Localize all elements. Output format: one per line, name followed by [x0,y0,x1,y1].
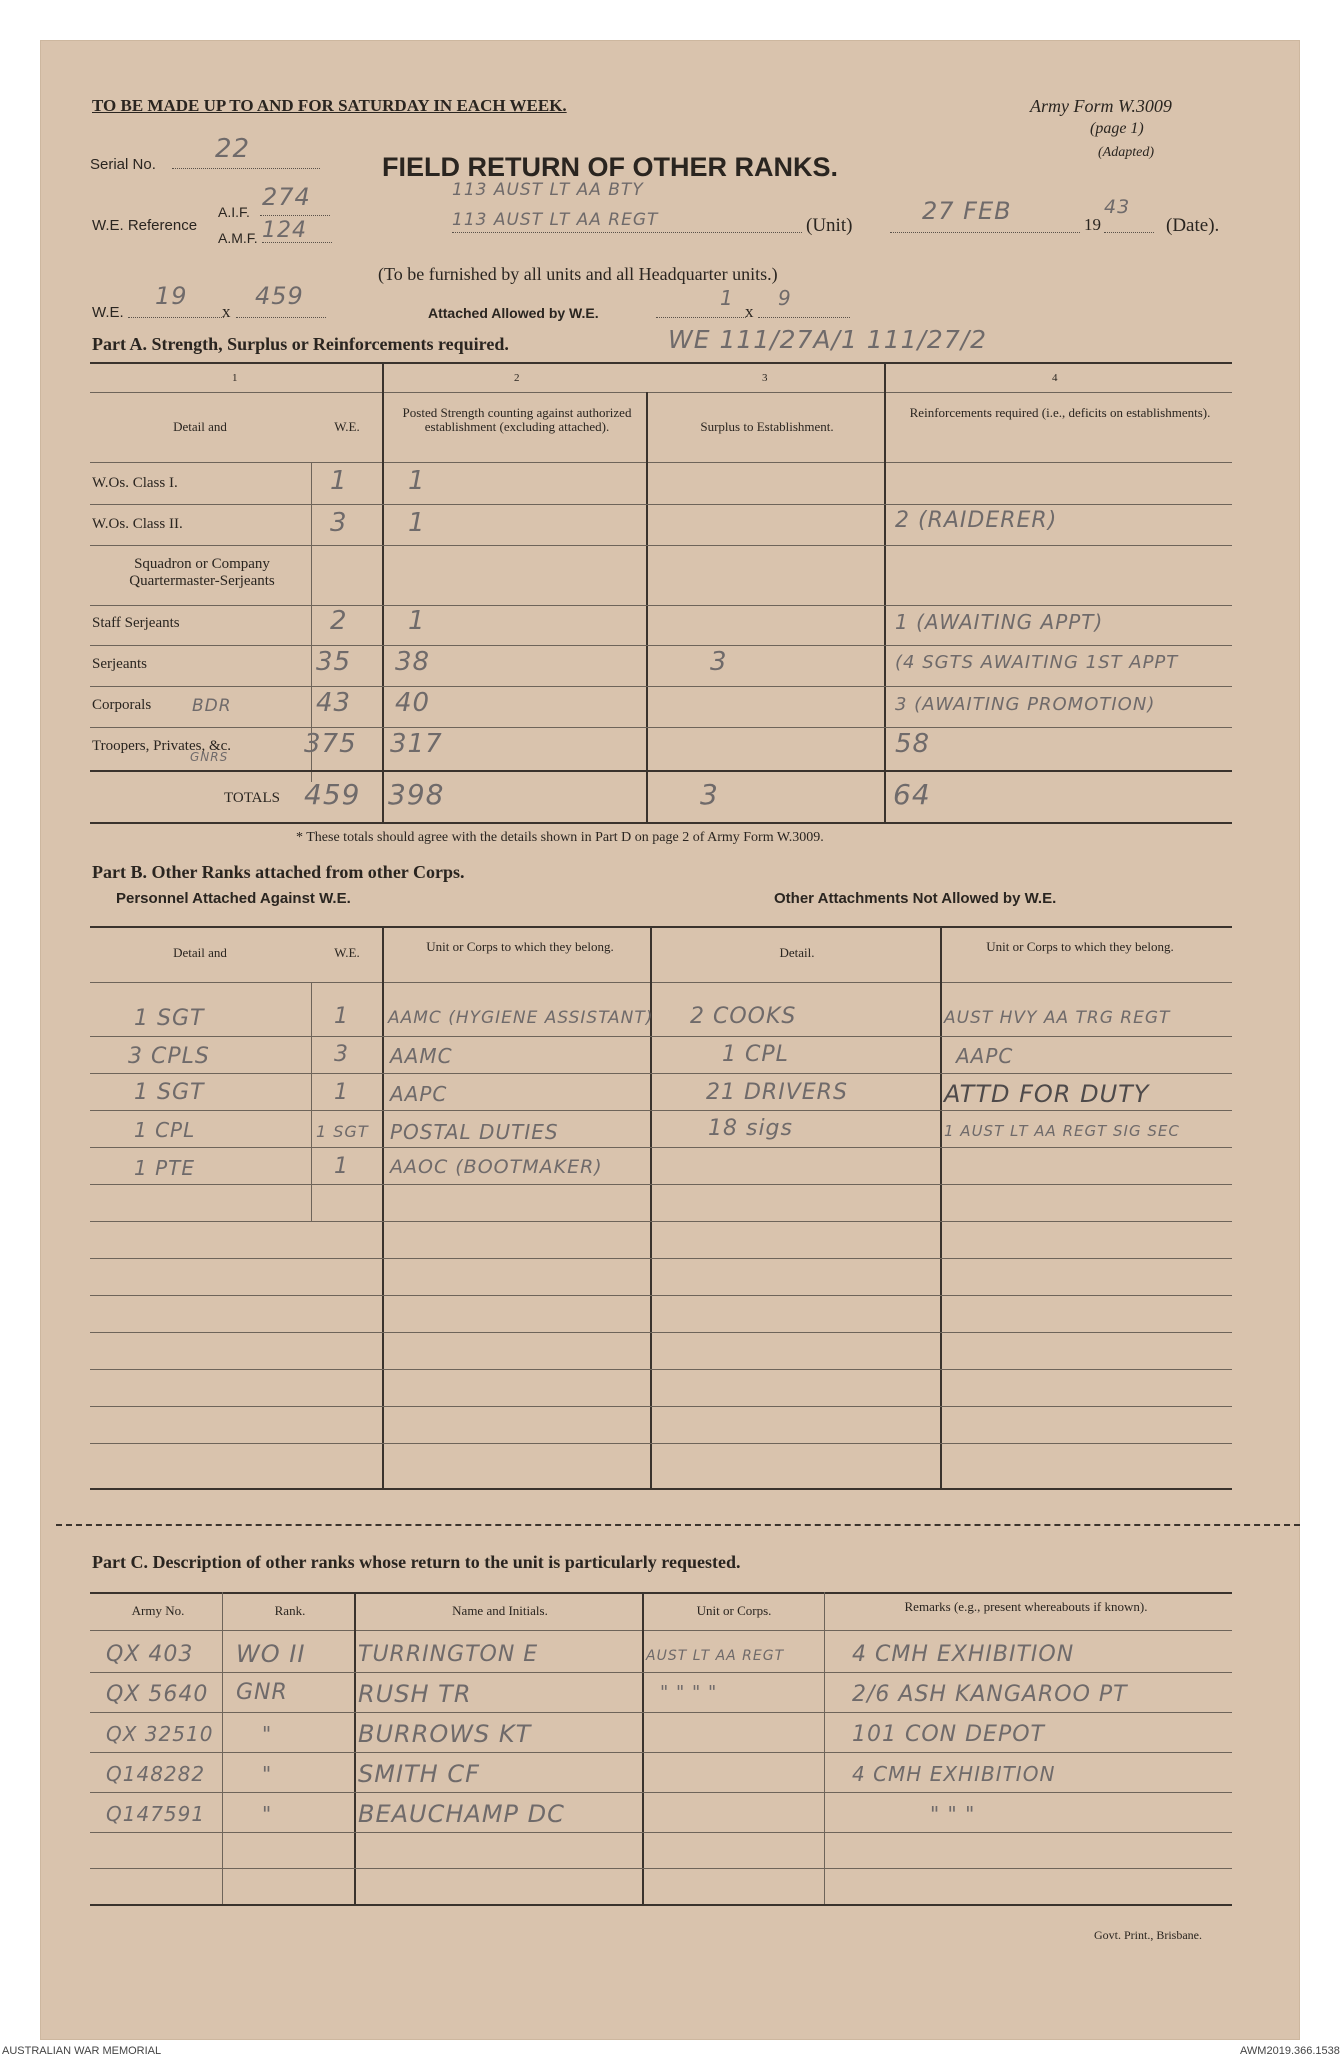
row-label-corporals: Corporals [92,697,152,713]
b-row2-unit: AAMC [390,1044,453,1068]
c-row5-rank: " [262,1802,273,1826]
part-a-reinf-header: Reinforcements required (i.e., deficits on establishments). [909,405,1211,420]
instruction-line: TO BE MADE UP TO AND FOR SATURDAY IN EACH WEEK. [92,96,567,115]
row-reinf-troopers: 58 [895,729,931,759]
c-row1-unit: AUST LT AA REGT [646,1648,785,1664]
part-c-name-header: Name and Initials. [452,1603,548,1618]
page-title: FIELD RETURN OF OTHER RANKS. [382,152,838,182]
row-reinf-wo-class-2: 2 (RAIDERER) [895,508,1058,533]
row-we-wo-class-1: 1 [330,466,348,496]
part-b-detail-header: Detail and [173,945,227,960]
row-surplus-serjeants: 3 [710,647,728,677]
we-x: x [222,302,231,321]
part-a-detail-header: Detail and [173,419,227,434]
c-row3-remarks: 101 CON DEPOT [852,1722,1045,1747]
unit-line-2: 113 AUST LT AA REGT [452,210,659,230]
c-row3-name: BURROWS KT [358,1720,532,1748]
part-c-army-no-header: Army No. [131,1603,185,1618]
date-value: 27 FEB [922,197,1012,225]
c-row2-army-no: QX 5640 [106,1682,209,1707]
archive-id: AWM2019.366.1538 [1240,2045,1340,2057]
c-row1-name: TURRINGTON E [358,1642,539,1667]
totals-surplus: 3 [700,778,719,811]
we-value-a: 19 [155,282,188,310]
totals-we: 459 [304,778,361,811]
part-a-we-header: W.E. [334,419,360,434]
b-row4-we: 1 SGT [316,1122,369,1141]
date-label: (Date). [1166,215,1220,236]
row-note-corporals: BDR [192,696,232,716]
aif-value: 274 [262,183,311,211]
b-row3-unit-r: ATTD FOR DUTY [944,1080,1150,1108]
b-row4-unit-r: 1 AUST LT AA REGT SIG SEC [944,1122,1180,1140]
row-label-serjeants: Serjeants [92,656,147,672]
c-row4-remarks: 4 CMH EXHIBITION [852,1762,1056,1786]
row-posted-serjeants: 38 [395,647,431,677]
c-row4-rank: " [262,1762,273,1786]
c-row3-rank: " [262,1722,273,1746]
printer-note: Govt. Print., Brisbane. [1094,1928,1202,1942]
part-a-we-note: WE 111/27A/1 111/27/2 [668,325,988,354]
col-number-3: 3 [762,372,768,384]
part-c-remarks-header: Remarks (e.g., present whereabouts if known). [904,1599,1148,1614]
row-label-staff-serjeants: Staff Serjeants [92,615,180,631]
row-label-troopers: Troopers, Privates, &c. [92,738,232,754]
b-row4-unit: POSTAL DUTIES [390,1120,559,1144]
b-row2-detail-r: 1 CPL [722,1042,789,1067]
row-posted-wo-class-2: 1 [408,508,426,538]
part-b-we-header: W.E. [334,945,360,960]
c-row3-army-no: QX 32510 [106,1722,214,1746]
serial-label: Serial No. [90,156,156,173]
b-row3-detail: 1 SGT [134,1080,205,1105]
row-reinf-corporals: 3 (AWAITING PROMOTION) [895,694,1156,715]
part-b-unit-right-header: Unit or Corps to which they belong. [986,939,1174,954]
row-posted-corporals: 40 [395,688,431,718]
row-posted-staff-serjeants: 1 [408,606,426,636]
c-row5-army-no: Q147591 [106,1802,206,1826]
attached-label: Attached Allowed by W.E. [428,305,599,321]
serial-value: 22 [215,134,251,164]
row-we-staff-serjeants: 2 [330,606,348,636]
row-posted-wo-class-1: 1 [408,466,426,496]
row-label-cqms: Squadron or Company Quartermaster-Serjeants [129,556,275,589]
row-we-wo-class-2: 3 [330,508,348,538]
b-row4-detail-r: 18 sigs [708,1116,793,1141]
army-form-label: Army Form W.3009 [1030,96,1172,116]
c-row4-army-no: Q148282 [106,1762,206,1786]
b-row3-unit: AAPC [390,1082,448,1106]
c-row1-army-no: QX 403 [106,1642,194,1667]
row-label-wo-class-1: W.Os. Class I. [92,475,178,491]
row-label-wo-class-2: W.Os. Class II. [92,516,183,532]
b-row1-we: 1 [334,1004,349,1029]
b-row3-we: 1 [334,1080,349,1105]
row-we-troopers: 375 [304,729,357,759]
we-label: W.E. [92,304,124,321]
c-row2-rank: GNR [236,1680,288,1705]
part-c-unit-header: Unit or Corps. [696,1603,772,1618]
part-b-title: Part B. Other Ranks attached from other Corps. [92,862,465,882]
row-we-corporals: 43 [316,688,352,718]
c-row2-unit: " " " " [660,1682,718,1703]
b-row2-unit-r: AAPC [956,1044,1014,1068]
b-row5-we: 1 [334,1154,349,1179]
page-label: (page 1) [1090,120,1144,137]
col-number-1: 1 [232,372,238,384]
totals-posted: 398 [388,778,445,811]
totals-label: TOTALS [224,790,281,806]
b-row4-detail: 1 CPL [134,1118,196,1142]
c-row5-name: BEAUCHAMP DC [358,1800,565,1828]
row-reinf-staff-serjeants: 1 (AWAITING APPT) [895,610,1104,634]
we-reference-label: W.E. Reference [92,217,198,234]
we-value-b: 459 [255,282,304,310]
unit-line-1: 113 AUST LT AA BTY [452,180,644,200]
b-row3-detail-r: 21 DRIVERS [706,1080,848,1105]
attached-b: 9 [778,286,792,310]
row-we-serjeants: 35 [316,647,352,677]
attached-x: x [745,302,754,321]
c-row5-remarks: " " " [930,1802,976,1826]
c-row2-remarks: 2/6 ASH KANGAROO PT [852,1682,1128,1707]
c-row1-remarks: 4 CMH EXHIBITION [852,1642,1075,1667]
row-note-troopers: GNRS [190,750,229,764]
b-row1-unit-r: AUST HVY AA TRG REGT [944,1008,1171,1028]
part-b-right-sub: Other Attachments Not Allowed by W.E. [774,890,1057,907]
amf-value: 124 [262,218,307,243]
furnished-note: (To be furnished by all units and all Headquarter units.) [378,264,778,284]
b-row2-detail: 3 CPLS [128,1044,210,1069]
tear-line [56,1524,1300,1526]
b-row1-detail-r: 2 COOKS [690,1004,797,1029]
col-number-4: 4 [1052,372,1058,384]
date-prefix: 19 [1084,215,1101,234]
part-c-title: Part C. Description of other ranks whose return to the unit is particularly requested. [92,1552,741,1572]
totals-reinf: 64 [893,778,931,811]
b-row2-we: 3 [334,1042,349,1067]
amf-label: A.M.F. [218,230,258,246]
part-b-left-sub: Personnel Attached Against W.E. [116,890,351,907]
attached-a: 1 [720,286,734,310]
part-b-detail-right-header: Detail. [779,945,815,960]
unit-label: (Unit) [806,215,853,236]
part-a-surplus-header: Surplus to Establishment. [700,419,834,434]
col-number-2: 2 [514,372,520,384]
part-b-unit-left-header: Unit or Corps to which they belong. [426,939,614,954]
part-a-footnote: * These totals should agree with the details shown in Part D on page 2 of Army Form W.3009. [296,830,824,845]
part-a-title: Part A. Strength, Surplus or Reinforcements required. [92,334,509,354]
row-posted-troopers: 317 [390,729,443,759]
c-row2-name: RUSH TR [358,1680,472,1708]
part-a-posted-header: Posted Strength counting against authorized establishment (excluding attached). [402,405,632,434]
c-row4-name: SMITH CF [358,1760,480,1788]
b-row1-unit: AAMC (HYGIENE ASSISTANT) [388,1008,654,1028]
archive-label: AUSTRALIAN WAR MEMORIAL [2,2045,162,2057]
b-row5-unit: AAOC (BOOTMAKER) [390,1156,603,1178]
part-c-rank-header: Rank. [274,1603,306,1618]
b-row5-detail: 1 PTE [134,1156,195,1180]
aif-label: A.I.F. [218,204,250,220]
b-row1-detail: 1 SGT [134,1006,205,1031]
adapted-label: (Adapted) [1098,145,1154,160]
c-row1-rank: WO II [236,1640,306,1668]
date-year: 43 [1104,196,1131,218]
row-reinf-serjeants: (4 SGTS AWAITING 1ST APPT [895,652,1179,673]
